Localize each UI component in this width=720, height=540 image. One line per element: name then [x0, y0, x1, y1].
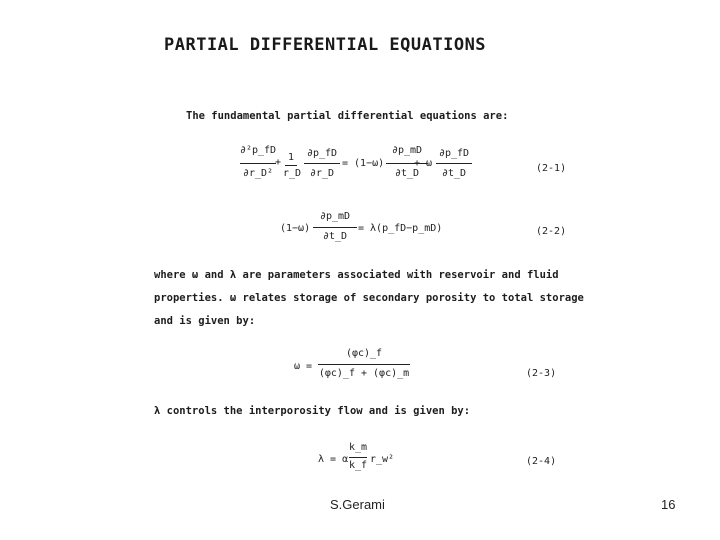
eq3-denominator: (φc)_f + (φc)_m	[318, 368, 410, 379]
fraction-bar	[285, 165, 297, 166]
eq3-lhs: ω =	[294, 361, 313, 372]
eq1-term3-denominator: ∂t_D	[394, 168, 420, 179]
intro-text: The fundamental partial differential equations are:	[186, 110, 509, 122]
eq1-term1-denominator: ∂r_D²	[242, 168, 274, 179]
eq4-lhs: λ = α	[318, 454, 349, 465]
fraction-bar	[240, 163, 276, 164]
paragraph-line: and is given by:	[154, 315, 256, 327]
eq1-coef-numerator: 1	[287, 152, 295, 163]
eq2-label: (2-2)	[536, 226, 567, 237]
fraction-bar	[313, 227, 357, 228]
paragraph-line: properties. ω relates storage of secondary porosity to total storage	[154, 292, 584, 304]
paragraph-line: where ω and λ are parameters associated with reservoir and fluid	[154, 269, 559, 281]
eq4-label: (2-4)	[526, 456, 557, 467]
fraction-bar	[304, 163, 340, 164]
footer-author: S.Gerami	[330, 497, 385, 512]
paragraph-line: λ controls the interporosity flow and is given by:	[154, 405, 471, 417]
eq1-plus: +	[275, 157, 282, 168]
eq2-lhs: (1−ω)	[280, 223, 311, 234]
eq3-label: (2-3)	[526, 368, 557, 379]
fraction-bar	[349, 457, 367, 458]
eq2-rhs: = λ(p_fD−p_mD)	[358, 223, 443, 234]
eq4-numerator: k_m	[348, 442, 368, 453]
eq1-equals: = (1−ω)	[342, 158, 385, 169]
eq1-term4-numerator: ∂p_fD	[438, 148, 470, 159]
eq3-numerator: (φc)_f	[345, 348, 383, 359]
eq2-denominator: ∂t_D	[322, 231, 348, 242]
eq1-term4-denominator: ∂t_D	[441, 168, 467, 179]
fraction-bar	[318, 364, 410, 365]
eq1-term2-denominator: ∂r_D	[309, 168, 335, 179]
eq4-tail: r_w²	[370, 454, 395, 465]
eq1-label: (2-1)	[536, 163, 567, 174]
eq4-denominator: k_f	[348, 460, 368, 471]
fraction-bar	[436, 163, 472, 164]
eq1-coef-denominator: r_D	[282, 168, 302, 179]
eq2-numerator: ∂p_mD	[319, 211, 351, 222]
page-title: PARTIAL DIFFERENTIAL EQUATIONS	[164, 35, 487, 55]
eq1-term2-numerator: ∂p_fD	[306, 148, 338, 159]
eq1-term1-numerator: ∂²p_fD	[239, 145, 277, 156]
eq1-plus-omega: + ω	[414, 158, 433, 169]
eq1-term3-numerator: ∂p_mD	[391, 145, 423, 156]
footer-page-number: 16	[661, 497, 676, 512]
